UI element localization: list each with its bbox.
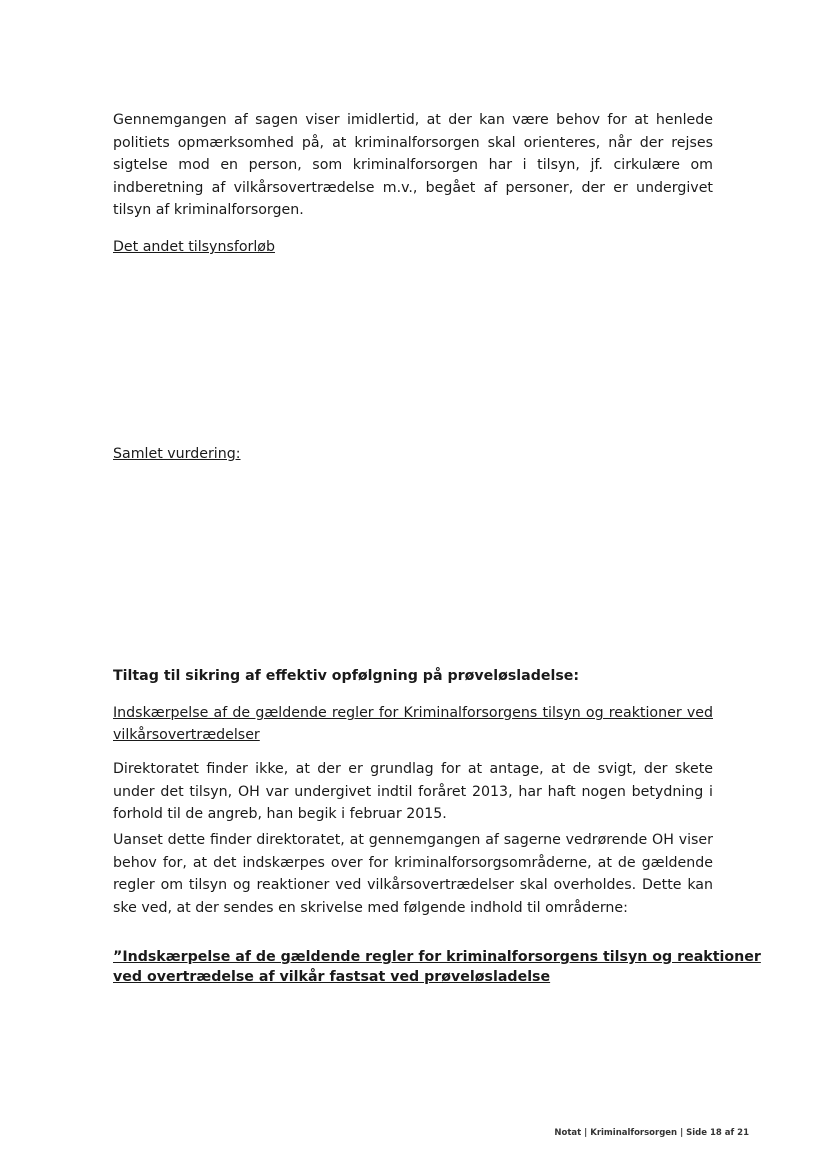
paragraph-intro: [113, 109, 713, 222]
text-line: indberetning af vilkårsovertrædelse m.v., begået af personer, der er undergivet: [113, 179, 713, 196]
text-line: ”Indskærpelse af de gældende regler for kriminalforsorgens tilsyn og reaktioner: [113, 949, 761, 965]
heading-samlet-vurdering: Samlet vurdering:: [113, 446, 241, 462]
paragraph-uanset: [113, 829, 713, 919]
text-line: ske ved, at der sendes en skrivelse med følgende indhold til områderne:: [113, 899, 628, 916]
text-line: ved overtrædelse af vilkår fastsat ved prøveløsladelse: [113, 969, 551, 985]
text-line: politiets opmærksomhed på, at kriminalforsorgen skal orienteres, når der rejses: [113, 134, 713, 151]
paragraph-direktoratet: [113, 758, 713, 826]
text-line: Indskærpelse af de gældende regler for Kriminalforsorgens tilsyn og reaktioner ved: [113, 705, 713, 721]
text-line: forhold til de angreb, han begik i februar 2015.: [113, 806, 447, 822]
heading-tiltag: Tiltag til sikring af effektiv opfølgning på prøveløsladelse:: [113, 668, 580, 684]
text-line: Direktoratet finder ikke, at der er grundlag for at antage, at de svigt, der skete: [113, 761, 713, 777]
text-line: vilkårsovertrædelser: [113, 727, 260, 743]
text-line: tilsyn af kriminalforsorgen.: [113, 202, 304, 218]
text-line: Uanset dette finder direktoratet, at gennemgangen af sagerne vedrørende OH viser: [113, 832, 713, 848]
heading-andet-tilsynsforloeb: Det andet tilsynsforløb: [113, 239, 275, 255]
text-line: behov for, at det indskærpes over for kriminalforsorgsområderne, at de gældende: [113, 854, 713, 871]
text-line: under det tilsyn, OH var undergivet indtil foråret 2013, har haft nogen betydning i: [113, 783, 713, 800]
text-line: sigtelse mod en person, som kriminalforsorgen har i tilsyn, jf. cirkulære om: [113, 157, 713, 173]
quote-heading: [113, 947, 761, 987]
text-line: Gennemgangen af sagen viser imidlertid, at der kan være behov for at henlede: [113, 112, 713, 128]
text-line: regler om tilsyn og reaktioner ved vilkårsovertrædelser skal overholdes. Dette kan: [113, 877, 713, 893]
subheading-indskaerpelse: [113, 702, 713, 746]
page-footer: Notat | Kriminalforsorgen | Side 18 af 21: [554, 1128, 749, 1138]
